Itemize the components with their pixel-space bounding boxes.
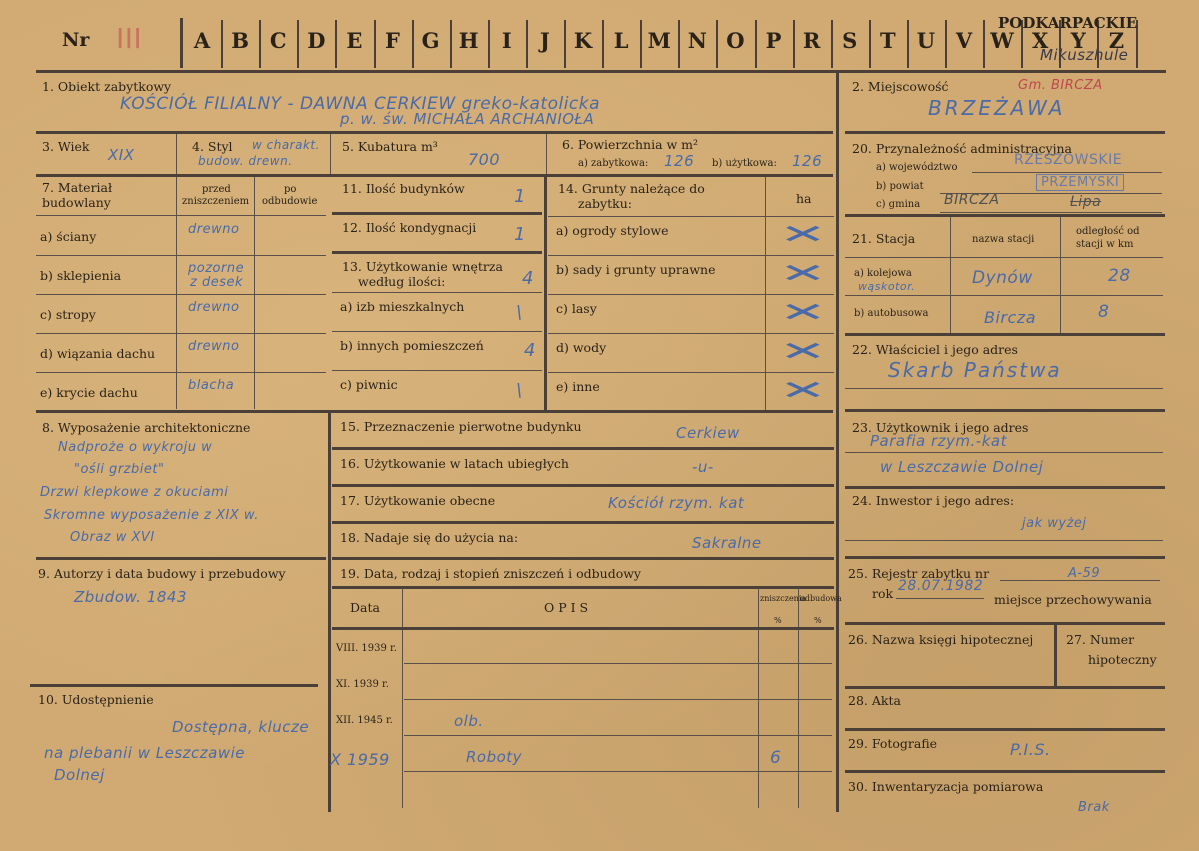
field19-row-rule xyxy=(404,771,832,772)
field17-value: Kościół rzym. kat xyxy=(608,494,745,512)
index-letter-j: J xyxy=(539,28,550,53)
header-rule xyxy=(36,70,1166,73)
field10-label: 10. Udostępnienie xyxy=(38,692,154,707)
index-letter-f: F xyxy=(385,28,400,53)
index-letter-c: C xyxy=(269,28,287,53)
field10-line1: Dostępna, klucze xyxy=(172,718,310,736)
index-letter-x: X xyxy=(1032,28,1049,53)
field12-value: 1 xyxy=(514,224,526,245)
field21-label: 21. Stacja xyxy=(852,231,916,246)
field20-label: 20. Przynależność administracyjna xyxy=(852,141,1072,156)
field9-label: 9. Autorzy i data budowy i przebudowy xyxy=(38,566,286,581)
field2-gmina: Gm. BIRCZA xyxy=(1018,78,1103,93)
field5-value: 700 xyxy=(468,150,501,169)
field7-row-label: b) sklepienia xyxy=(40,268,122,283)
field19-hw-opis: Roboty xyxy=(466,748,523,766)
field27-label1: 27. Numer xyxy=(1066,632,1135,647)
field20-c-struck: Lipa xyxy=(1070,194,1102,210)
field8-label: 8. Wyposażenie architektoniczne xyxy=(42,420,251,435)
header-divider xyxy=(180,18,183,68)
field14-row-rule xyxy=(548,255,834,256)
field7-col1-b: zniszczeniem xyxy=(182,196,250,207)
region-handwriting: Mikuszhule xyxy=(1040,46,1129,64)
field1-label: 1. Obiekt zabytkowy xyxy=(42,79,172,94)
field19-col-zn1: zniszczenia xyxy=(760,594,807,603)
field21-a-name: Dynów xyxy=(972,268,1033,288)
index-letter-l: L xyxy=(613,28,629,53)
field6-label: 6. Powierzchnia w m² xyxy=(562,137,699,152)
field21-a-label: a) kolejowa xyxy=(854,268,912,279)
field15-label: 15. Przeznaczenie pierwotne budynku xyxy=(340,419,582,434)
field25-nr: A-59 xyxy=(1068,566,1101,581)
index-letter-u: U xyxy=(916,28,936,53)
field19-col-od2: % xyxy=(814,616,822,625)
field21-col2-a: odległość od xyxy=(1076,226,1140,237)
field7-row-value: drewno xyxy=(188,339,240,354)
field19-row-date: XI. 1939 r. xyxy=(336,679,389,690)
field28-label: 28. Akta xyxy=(848,693,901,708)
field25-rok-label: rok xyxy=(872,586,894,601)
field19-col-od1: odbudowa xyxy=(800,594,842,603)
field19-col-zn2: % xyxy=(774,616,782,625)
field13-a-value: \ xyxy=(516,302,523,323)
field14-label1: 14. Grunty należące do xyxy=(558,181,705,196)
field7-label2: budowlany xyxy=(42,195,111,210)
field20-b-value: PRZEMYSKI xyxy=(1036,174,1124,191)
field13-b-label: b) innych pomieszczeń xyxy=(340,338,484,353)
field13-label1: 13. Użytkowanie wnętrza xyxy=(342,259,503,274)
field21-col2-b: stacji w km xyxy=(1076,239,1134,250)
index-letter-k: K xyxy=(573,28,593,53)
index-letter-g: G xyxy=(421,28,440,53)
field14-label2: zabytku: xyxy=(578,196,632,211)
field6-a-value: 126 xyxy=(664,152,695,170)
field7-row-rule xyxy=(36,294,326,295)
field14-row-rule xyxy=(548,333,834,334)
field14-row-crossed-mark: ✕ xyxy=(778,220,827,250)
field7-row-value2: z desek xyxy=(190,275,244,290)
field14-row-crossed-mark: ✕ xyxy=(778,337,827,367)
field23-label: 23. Użytkownik i jego adres xyxy=(852,420,1029,435)
index-letter-y: Y xyxy=(1070,28,1086,53)
index-letter-i: I xyxy=(501,28,512,53)
field20-a-value: RZESZOWSKIE xyxy=(1014,152,1123,168)
field4-value1: w charakt. xyxy=(252,138,320,152)
field14-row-label: a) ogrody stylowe xyxy=(556,223,669,238)
field22-value: Skarb Państwa xyxy=(888,358,1062,382)
field4-value2: budow. drewn. xyxy=(198,154,293,168)
index-letter-d: D xyxy=(307,28,326,53)
index-letter-h: H xyxy=(458,28,479,53)
field13-label2: według ilości: xyxy=(358,274,446,289)
index-letter-t: T xyxy=(879,28,896,53)
field7-row-label: c) stropy xyxy=(40,307,96,322)
index-letter-n: N xyxy=(687,28,707,53)
field19-hw-olb: olb. xyxy=(454,712,484,730)
field18-value: Sakralne xyxy=(692,534,762,552)
nr-label: Nr xyxy=(62,29,90,51)
field7-row-label: a) ściany xyxy=(40,229,97,244)
field13-value: 4 xyxy=(522,268,534,289)
field15-value: Cerkiew xyxy=(676,424,740,442)
field25-miejsce: miejsce przechowywania xyxy=(994,592,1152,607)
field29-value: P.I.S. xyxy=(1010,740,1051,759)
field23-line1: Parafia rzym.-kat xyxy=(870,432,1007,450)
field8-line: Nadproże o wykroju w xyxy=(58,440,213,455)
field7-label1: 7. Materiał xyxy=(42,180,113,195)
field8-line: Obraz w XVI xyxy=(70,530,155,545)
index-letter-m: M xyxy=(647,28,671,53)
field19-hw-pct: 6 xyxy=(770,748,782,768)
index-letter-o: O xyxy=(726,28,745,53)
field7-row-label: d) wiązania dachu xyxy=(40,346,156,361)
field14-row-label: e) inne xyxy=(556,379,600,394)
field16-value: -u- xyxy=(692,458,714,476)
index-letter-p: P xyxy=(765,28,782,53)
field13-b-value: 4 xyxy=(524,340,536,361)
field1-line1: KOŚCIÓŁ FILIALNY - DAWNA CERKIEW greko-katolicka xyxy=(120,94,601,114)
field29-label: 29. Fotografie xyxy=(848,736,938,751)
field21-b-km: 8 xyxy=(1098,302,1110,322)
field14-row-label: b) sady i grunty uprawne xyxy=(556,262,716,277)
field20-a-label: a) województwo xyxy=(876,162,958,173)
field24-label: 24. Inwestor i jego adres: xyxy=(852,493,1015,508)
main-column-divider xyxy=(836,72,839,812)
field7-col2-a: po xyxy=(284,184,297,195)
field20-b-label: b) powiat xyxy=(876,181,924,192)
index-letter-s: S xyxy=(842,28,858,53)
field8-line: "ośli grzbiet" xyxy=(74,462,165,477)
field24-value: jak wyżej xyxy=(1022,516,1087,531)
field3-value: XIX xyxy=(108,146,135,164)
field19-row-date: XII. 1945 r. xyxy=(336,715,393,726)
field11-label: 11. Ilość budynków xyxy=(342,181,465,196)
field13-c-value: \ xyxy=(516,380,523,401)
index-letter-e: E xyxy=(346,28,363,53)
field14-row-rule xyxy=(548,294,834,295)
field19-row-rule xyxy=(404,735,832,736)
field7-col2-b: odbudowie xyxy=(262,196,318,207)
field9-value: Zbudow. 1843 xyxy=(74,588,188,606)
field2-value: BRZEŻAWA xyxy=(928,96,1066,120)
field20-c-label: c) gmina xyxy=(876,199,921,210)
field7-row-rule xyxy=(36,372,326,373)
field22-label: 22. Właściciel i jego adres xyxy=(852,342,1018,357)
field7-row-rule xyxy=(36,255,326,256)
field16-label: 16. Użytkowanie w latach ubiegłych xyxy=(340,456,569,471)
field21-col1: nazwa stacji xyxy=(972,234,1035,245)
field1-line2: p. w. św. MICHAŁA ARCHANIOŁA xyxy=(340,110,595,128)
field27-label2: hipoteczny xyxy=(1088,652,1157,667)
index-letter-a: A xyxy=(193,28,211,53)
field3-label: 3. Wiek xyxy=(42,139,90,154)
index-letter-b: B xyxy=(231,28,249,53)
field19-row-rule xyxy=(404,699,832,700)
index-letter-r: R xyxy=(802,28,821,53)
field10-line2: na plebanii w Leszczawie xyxy=(44,744,245,762)
field14-row-crossed-mark: ✕ xyxy=(778,376,827,406)
field8-line: Drzwi klepkowe z okuciami xyxy=(40,485,229,500)
index-letter-z: Z xyxy=(1108,28,1125,53)
field5-label: 5. Kubatura m³ xyxy=(342,139,438,154)
field7-row-label: e) krycie dachu xyxy=(40,385,138,400)
field7-row-value: drewno xyxy=(188,300,240,315)
field21-b-name: Bircza xyxy=(984,308,1036,327)
field19-col-date: Data xyxy=(350,600,380,615)
field7-col1-a: przed xyxy=(202,184,231,195)
field21-a-note: wąskotor. xyxy=(858,280,916,293)
field6-b-label: b) użytkowa: xyxy=(712,158,777,169)
field2-label: 2. Miejscowość xyxy=(852,79,949,94)
field23-line2: w Leszczawie Dolnej xyxy=(880,458,1044,476)
field6-b-value: 126 xyxy=(792,152,823,170)
field25-rok: 28.07.1982 xyxy=(898,578,984,594)
field18-label: 18. Nadaje się do użycia na: xyxy=(340,530,519,545)
field25-label: 25. Rejestr zabytku nr xyxy=(848,566,990,581)
field20-c-value: BIRCZA xyxy=(944,192,1000,208)
field30-value: Brak xyxy=(1078,800,1110,815)
field21-b-label: b) autobusowa xyxy=(854,308,929,319)
field4-label: 4. Styl xyxy=(192,139,233,154)
index-letter-v: V xyxy=(955,28,973,53)
region-label: PODKARPACKIE xyxy=(998,14,1138,32)
field7-row-value: blacha xyxy=(188,378,235,393)
field7-row-rule xyxy=(36,333,326,334)
field19-hw-date: X 1959 xyxy=(330,750,390,769)
nr-value: III xyxy=(116,22,143,55)
field10-line3: Dolnej xyxy=(54,766,105,784)
field17-label: 17. Użytkowanie obecne xyxy=(340,493,496,508)
field14-row-rule xyxy=(548,372,834,373)
field11-value: 1 xyxy=(514,186,526,207)
field19-row-rule xyxy=(404,663,832,664)
field19-row-date: VIII. 1939 r. xyxy=(336,643,397,654)
field13-a-label: a) izb mieszkalnych xyxy=(340,299,465,314)
field7-row-value: pozorne xyxy=(188,261,245,276)
field8-line: Skromne wyposażenie z XIX w. xyxy=(44,508,259,523)
field19-col-opis: O P I S xyxy=(544,600,589,615)
field13-c-label: c) piwnic xyxy=(340,377,398,392)
field14-row-crossed-mark: ✕ xyxy=(778,259,827,289)
field6-a-label: a) zabytkowa: xyxy=(578,158,649,169)
field14-unit: ha xyxy=(796,191,812,206)
field14-row-label: c) lasy xyxy=(556,301,597,316)
field26-label: 26. Nazwa księgi hipotecznej xyxy=(848,632,1034,647)
field14-row-label: d) wody xyxy=(556,340,607,355)
field19-label: 19. Data, rodzaj i stopień zniszczeń i odbudowy xyxy=(340,566,641,581)
index-letter-w: W xyxy=(990,28,1014,53)
field21-a-km: 28 xyxy=(1108,266,1131,286)
field7-row-value: drewno xyxy=(188,222,240,237)
field14-row-crossed-mark: ✕ xyxy=(778,298,827,328)
field12-label: 12. Ilość kondygnacji xyxy=(342,220,477,235)
field30-label: 30. Inwentaryzacja pomiarowa xyxy=(848,779,1044,794)
